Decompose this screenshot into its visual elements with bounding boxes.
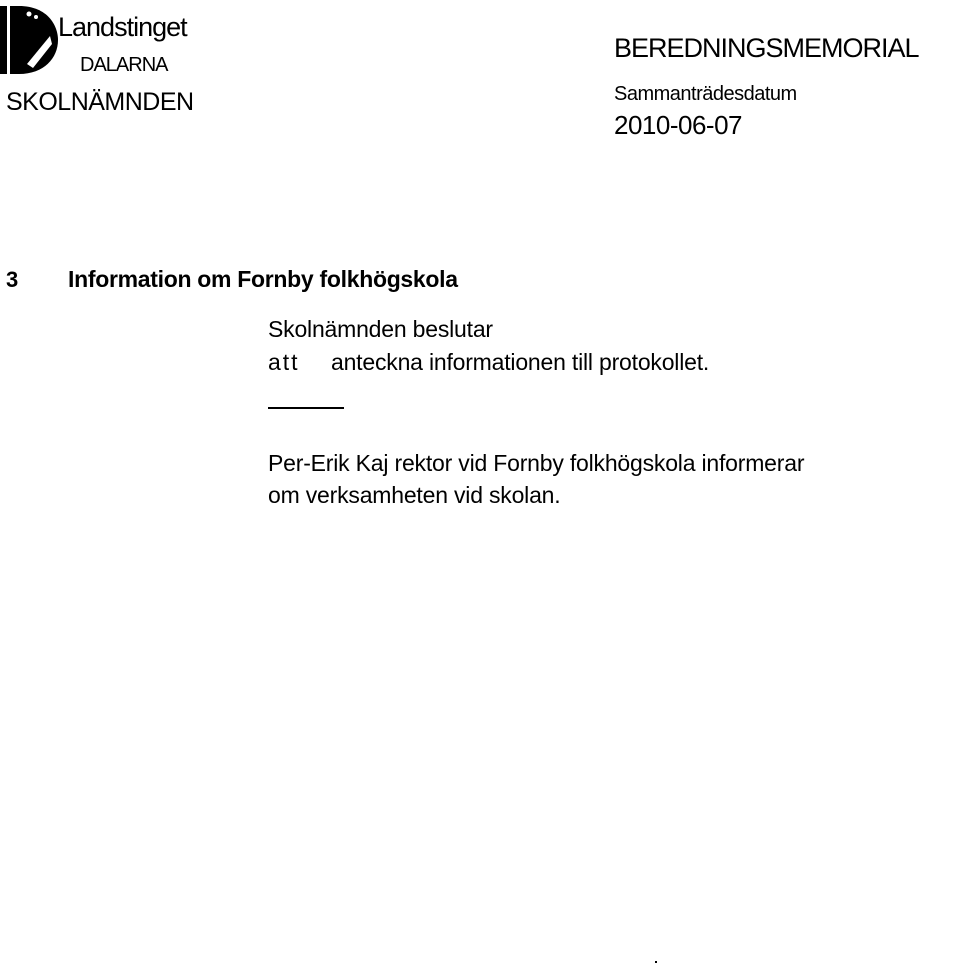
decision-att: att bbox=[268, 349, 300, 375]
item-number: 3 bbox=[6, 267, 19, 292]
info-text-line: om verksamheten vid skolan. bbox=[268, 482, 561, 508]
decision-text: anteckna informationen till protokollet. bbox=[331, 349, 710, 375]
info-text-line: Per-Erik Kaj rektor vid Fornby folkhögskola informerar bbox=[268, 450, 805, 476]
meeting-date-label: Sammanträdesdatum bbox=[614, 83, 797, 105]
logo-subtitle: DALARNA bbox=[80, 54, 168, 76]
meeting-date: 2010-06-07 bbox=[614, 110, 742, 140]
document-type: BEREDNINGSMEMORIAL bbox=[614, 33, 919, 63]
board-name: SKOLNÄMNDEN bbox=[6, 88, 194, 116]
logo-title: Landstinget bbox=[58, 12, 187, 42]
item-title: Information om Fornby folkhögskola bbox=[68, 266, 458, 292]
landstinget-emblem-icon bbox=[0, 6, 62, 74]
scan-artifact-dot bbox=[655, 961, 657, 963]
decision-intro: Skolnämnden beslutar bbox=[268, 316, 493, 342]
section-divider bbox=[268, 407, 344, 409]
